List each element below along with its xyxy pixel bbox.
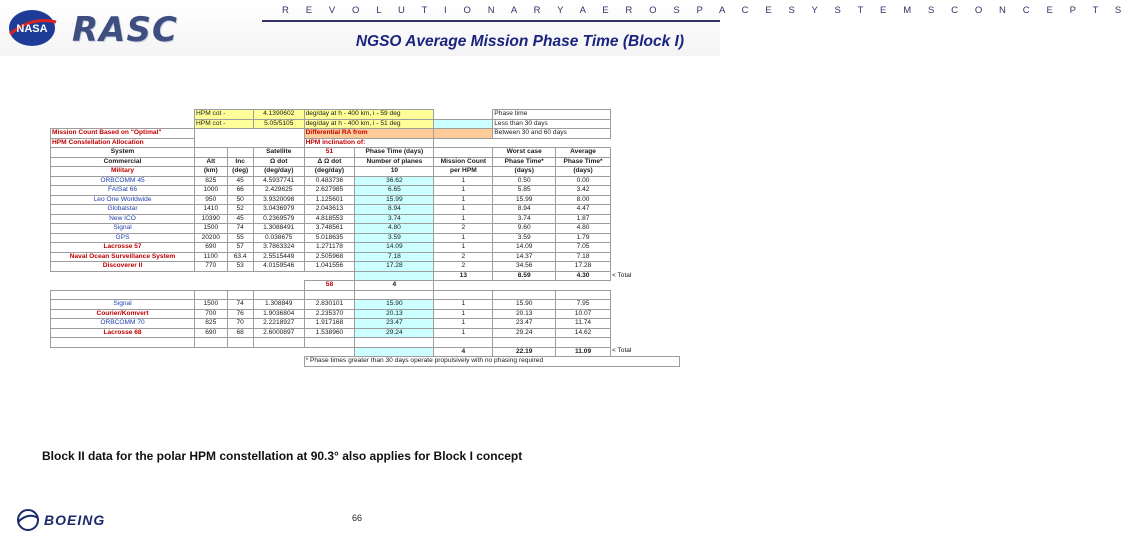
delta-omega-cell: 1.538960	[304, 328, 355, 338]
alt-cell: 770	[195, 262, 227, 272]
delta-omega-cell: 1.125601	[304, 195, 355, 205]
omega-dot-cell: 1.308849	[253, 300, 304, 310]
mission-count-cell: 1	[434, 233, 493, 243]
alt-cell: 950	[195, 195, 227, 205]
table-row	[51, 186, 680, 196]
alt-cell: 1100	[195, 252, 227, 262]
mission-count-cell: 1	[434, 319, 493, 329]
table-row	[51, 252, 680, 262]
system-name: Lacrosse 68	[51, 328, 195, 338]
omega-dot-cell: 0.2369579	[253, 214, 304, 224]
phase-time-cell: 15.99	[355, 195, 434, 205]
tagline: R E V O L U T I O N A R Y A E R O S P A C E S Y S T E M S C O N C E P T S	[282, 5, 1128, 16]
mission-count-cell: 1	[434, 195, 493, 205]
worst-case-cell: 23.47	[493, 319, 556, 329]
legend-hpm-value-1: 4.1390602	[253, 110, 304, 120]
inc-cell: 76	[227, 309, 253, 319]
average-cell: 4.80	[556, 224, 611, 234]
inc-cell: 68	[227, 328, 253, 338]
system-name: GPS	[51, 233, 195, 243]
system-name: Courier/Komvert	[51, 309, 195, 319]
omega-dot-cell: 0.038675	[253, 233, 304, 243]
omega-dot-cell: 1.3088491	[253, 224, 304, 234]
average-cell: 7.05	[556, 243, 611, 253]
col-header: Satellite	[253, 148, 304, 158]
delta-omega-cell: 1.917168	[304, 319, 355, 329]
mission-count-cell: 1	[434, 300, 493, 310]
col-header: (deg)	[227, 167, 253, 177]
mission-count-cell: 1	[434, 186, 493, 196]
differential-ra-label: Differential RA from	[304, 129, 434, 139]
total-label: < Total	[611, 347, 632, 355]
average-cell: 1.87	[556, 214, 611, 224]
col-header: Phase Time*	[493, 157, 556, 167]
table-row	[51, 176, 680, 186]
legend-hpm-desc-2: deg/day at h - 400 km, i - 51 deg	[304, 119, 434, 129]
mission-count-cell: 1	[434, 176, 493, 186]
alt-cell: 825	[195, 319, 227, 329]
delta-omega-cell: 4.818553	[304, 214, 355, 224]
table-row	[51, 205, 680, 215]
col-header: Ω dot	[253, 157, 304, 167]
table-row	[51, 262, 680, 272]
system-name: Signal	[51, 224, 195, 234]
col-header: Number of planes	[355, 157, 434, 167]
inc-cell: 53	[227, 262, 253, 272]
delta-omega-cell: 0.483736	[304, 176, 355, 186]
table-row	[51, 328, 680, 338]
table-row	[51, 224, 680, 234]
table-row	[51, 300, 680, 310]
inc-cell: 57	[227, 243, 253, 253]
delta-omega-cell: 2.627985	[304, 186, 355, 196]
header-row-2	[51, 157, 680, 167]
phase-time-cell: 36.62	[355, 176, 434, 186]
total-avg: 11.09	[556, 347, 611, 357]
alt-cell: 825	[195, 176, 227, 186]
col-header: Inc	[227, 157, 253, 167]
delta-omega-cell: 2.505968	[304, 252, 355, 262]
sub-header-row	[51, 281, 680, 291]
average-cell: 4.47	[556, 205, 611, 215]
phase-time-cell: 29.24	[355, 328, 434, 338]
boeing-logo	[14, 506, 134, 534]
phase-time-cell: 3.74	[355, 214, 434, 224]
mission-count-label: Mission Count Based on "Optimal"	[51, 129, 195, 139]
delta-omega-cell: 5.018635	[304, 233, 355, 243]
omega-dot-cell: 2.2218927	[253, 319, 304, 329]
omega-dot-cell: 3.7863324	[253, 243, 304, 253]
alt-cell: 1410	[195, 205, 227, 215]
average-cell: 3.42	[556, 186, 611, 196]
mission-count-cell: 2	[434, 262, 493, 272]
alt-cell: 1500	[195, 300, 227, 310]
system-name: ORBCOMM 70	[51, 319, 195, 329]
inc-cell: 45	[227, 214, 253, 224]
total-label: < Total	[611, 271, 632, 279]
mission-count-cell: 1	[434, 328, 493, 338]
system-name: ORBCOMM 45	[51, 176, 195, 186]
omega-dot-cell: 3.0436979	[253, 205, 304, 215]
col-header: Alt	[195, 157, 227, 167]
inc-cell: 66	[227, 186, 253, 196]
table-row	[51, 233, 680, 243]
col-header: 10	[355, 167, 434, 177]
worst-case-cell: 3.74	[493, 214, 556, 224]
worst-case-cell: 8.94	[493, 205, 556, 215]
phase-time-cell: 20.13	[355, 309, 434, 319]
table-row	[51, 243, 680, 253]
phase-time-cell: 7.18	[355, 252, 434, 262]
table-row	[51, 309, 680, 319]
rasc-logo: RASC	[72, 10, 178, 50]
worst-case-cell: 0.50	[493, 176, 556, 186]
omega-dot-cell: 2.6000897	[253, 328, 304, 338]
omega-dot-cell: 1.9036804	[253, 309, 304, 319]
alt-cell: 700	[195, 309, 227, 319]
col-header: Worst case	[493, 148, 556, 158]
total-row-1	[51, 271, 680, 281]
col-header: Mission Count	[434, 157, 493, 167]
worst-case-cell: 20.13	[493, 309, 556, 319]
average-cell: 7.95	[556, 300, 611, 310]
hpm-inclination-2: 58	[304, 281, 355, 291]
page-title: NGSO Average Mission Phase Time (Block I)	[355, 33, 684, 50]
average-cell: 8.00	[556, 195, 611, 205]
constellation-allocation-label: HPM Constellation Allocation	[51, 138, 195, 148]
legend-hpm-value-2: 5.05/5105	[253, 119, 304, 129]
col-header: Military	[51, 167, 195, 177]
col-header: per HPM	[434, 167, 493, 177]
legend-hpm-label-2: HPM cot -	[195, 119, 254, 129]
mission-count-cell: 2	[434, 224, 493, 234]
omega-dot-cell: 4.0159546	[253, 262, 304, 272]
worst-case-cell: 3.59	[493, 233, 556, 243]
omega-dot-cell: 4.5937741	[253, 176, 304, 186]
table-row	[51, 195, 680, 205]
hpm-inclination-label: HPM inclination of:	[304, 138, 434, 148]
phase-time-cell: 15.90	[355, 300, 434, 310]
system-name: Naval Ocean Surveillance System	[51, 252, 195, 262]
table-row	[51, 319, 680, 329]
worst-case-cell: 34.56	[493, 262, 556, 272]
inc-cell: 70	[227, 319, 253, 329]
inc-cell: 74	[227, 300, 253, 310]
phase-time-cell: 3.59	[355, 233, 434, 243]
omega-dot-cell: 2.429625	[253, 186, 304, 196]
col-header: 51	[304, 148, 355, 158]
table-row	[51, 214, 680, 224]
slide-caption: Block II data for the polar HPM constellation at 90.3° also applies for Block I concept	[42, 449, 523, 463]
inc-cell: 45	[227, 176, 253, 186]
alt-cell: 1000	[195, 186, 227, 196]
phase-time-cell: 4.80	[355, 224, 434, 234]
mission-count-cell: 1	[434, 243, 493, 253]
system-name: Lacrosse 57	[51, 243, 195, 253]
average-cell: 7.18	[556, 252, 611, 262]
delta-omega-cell: 1.041556	[304, 262, 355, 272]
phase-time-cell: 8.94	[355, 205, 434, 215]
system-name: Globalstar	[51, 205, 195, 215]
inc-cell: 55	[227, 233, 253, 243]
alt-cell: 690	[195, 328, 227, 338]
header-rule	[262, 20, 720, 22]
mission-count-cell: 2	[434, 252, 493, 262]
total-row-2	[51, 347, 680, 357]
system-name: FAISat 66	[51, 186, 195, 196]
omega-dot-cell: 3.9320098	[253, 195, 304, 205]
nasa-logo-text: NASA	[16, 23, 48, 35]
system-name: Discoverer II	[51, 262, 195, 272]
phase-time-cell: 17.28	[355, 262, 434, 272]
col-header: (days)	[493, 167, 556, 177]
total-avg: 4.30	[556, 271, 611, 281]
boeing-logo-text: BOEING	[44, 512, 106, 528]
legend-key-cyan: Less than 30 days	[493, 119, 611, 129]
inc-cell: 50	[227, 195, 253, 205]
phase-time-cell: 14.09	[355, 243, 434, 253]
delta-omega-cell: 2.235370	[304, 309, 355, 319]
footnote: * Phase times greater than 30 days operate propulsively with no phasing required	[304, 357, 679, 367]
system-name: New ICO	[51, 214, 195, 224]
col-header: Average	[556, 148, 611, 158]
inc-cell: 63.4	[227, 252, 253, 262]
header-row-1	[51, 148, 680, 158]
phase-time-cell: 6.65	[355, 186, 434, 196]
alt-cell: 20200	[195, 233, 227, 243]
mission-count-cell: 1	[434, 205, 493, 215]
legend-key-title: Phase time	[493, 110, 611, 120]
legend-key-orange: Between 30 and 60 days	[493, 129, 611, 139]
col-header: (deg/day)	[253, 167, 304, 177]
worst-case-cell: 29.24	[493, 328, 556, 338]
average-cell: 17.28	[556, 262, 611, 272]
average-cell: 11.74	[556, 319, 611, 329]
average-cell: 14.62	[556, 328, 611, 338]
delta-omega-cell: 2.043613	[304, 205, 355, 215]
col-header: Phase Time*	[556, 157, 611, 167]
worst-case-cell: 5.85	[493, 186, 556, 196]
total-worst: 8.59	[493, 271, 556, 281]
average-cell: 10.07	[556, 309, 611, 319]
phase-time-cell: 23.47	[355, 319, 434, 329]
legend-hpm-label-1: HPM cot -	[195, 110, 254, 120]
mission-count-cell: 1	[434, 214, 493, 224]
alt-cell: 1500	[195, 224, 227, 234]
page-number: 66	[352, 513, 363, 523]
col-header: Δ Ω dot	[304, 157, 355, 167]
average-cell: 1.79	[556, 233, 611, 243]
system-name: Signal	[51, 300, 195, 310]
slide-header	[0, 0, 1128, 56]
worst-case-cell: 15.90	[493, 300, 556, 310]
col-header: Phase Time (days)	[355, 148, 434, 158]
total-worst: 22.19	[493, 347, 556, 357]
legend-hpm-desc-1: deg/day at h - 400 km, i - 59 deg	[304, 110, 434, 120]
worst-case-cell: 14.09	[493, 243, 556, 253]
delta-omega-cell: 2.830101	[304, 300, 355, 310]
header-row-3	[51, 167, 680, 177]
worst-case-cell: 15.99	[493, 195, 556, 205]
col-header: (km)	[195, 167, 227, 177]
worst-case-cell: 14.37	[493, 252, 556, 262]
average-cell: 0.00	[556, 176, 611, 186]
worst-case-cell: 9.60	[493, 224, 556, 234]
phase-time-table	[50, 109, 680, 429]
delta-omega-cell: 1.271178	[304, 243, 355, 253]
nasa-logo	[6, 8, 58, 48]
mission-count-cell: 1	[434, 309, 493, 319]
col-header: (days)	[556, 167, 611, 177]
col-header: System	[51, 148, 195, 158]
system-name: Leo One Worldwide	[51, 195, 195, 205]
planes-count-2: 4	[355, 281, 434, 291]
inc-cell: 74	[227, 224, 253, 234]
col-header: Commercial	[51, 157, 195, 167]
col-header: (deg/day)	[304, 167, 355, 177]
alt-cell: 690	[195, 243, 227, 253]
alt-cell: 10390	[195, 214, 227, 224]
delta-omega-cell: 3.748561	[304, 224, 355, 234]
total-count: 13	[434, 271, 493, 281]
total-count: 4	[434, 347, 493, 357]
omega-dot-cell: 2.5515449	[253, 252, 304, 262]
inc-cell: 52	[227, 205, 253, 215]
